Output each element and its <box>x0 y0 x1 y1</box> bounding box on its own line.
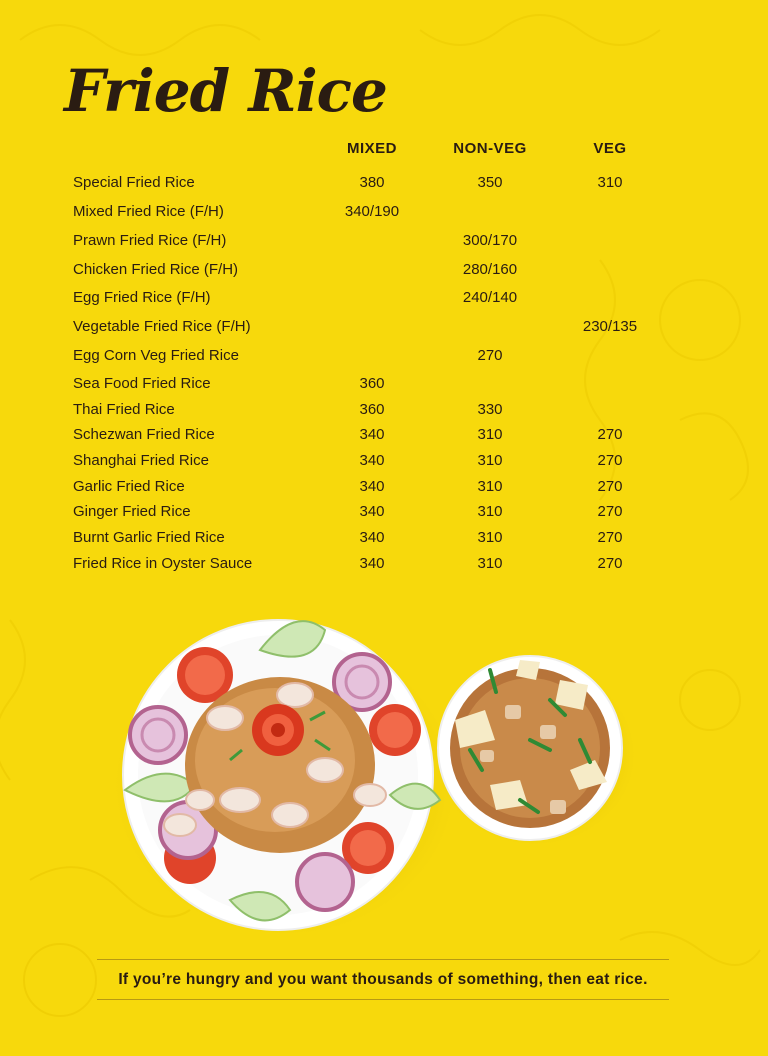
food-photo <box>110 600 650 940</box>
item-name: Thai Fried Rice <box>73 401 175 418</box>
item-name: Ginger Fried Rice <box>73 503 191 520</box>
price-mixed: 340 <box>359 426 385 443</box>
menu-item <box>0 174 768 198</box>
price-mixed: 340 <box>359 529 385 546</box>
divider-bottom <box>97 999 669 1000</box>
price-nonveg: 240/140 <box>462 289 518 306</box>
small-bowl <box>435 656 635 845</box>
price-nonveg: 310 <box>477 503 503 520</box>
footer-quote: If you’re hungry and you want thousands of something, then eat rice. <box>118 971 648 988</box>
item-name: Egg Fried Rice (F/H) <box>73 289 211 306</box>
menu-item <box>0 347 768 371</box>
item-name: Fried Rice in Oyster Sauce <box>73 555 253 572</box>
menu-item <box>0 452 768 476</box>
price-veg: 270 <box>597 555 623 572</box>
price-mixed: 340 <box>359 503 385 520</box>
price-nonveg: 280/160 <box>462 261 518 278</box>
menu-item <box>0 478 768 502</box>
price-mixed: 340/190 <box>344 203 400 220</box>
price-veg: 230/135 <box>582 318 638 335</box>
menu-item <box>0 555 768 579</box>
item-name: Vegetable Fried Rice (F/H) <box>73 318 251 335</box>
price-mixed: 340 <box>359 555 385 572</box>
menu-item <box>0 289 768 313</box>
menu-item <box>0 375 768 399</box>
price-nonveg: 300/170 <box>462 232 518 249</box>
price-nonveg: 310 <box>477 529 503 546</box>
column-header-veg: VEG <box>593 140 627 157</box>
large-plate <box>115 620 455 935</box>
item-name: Egg Corn Veg Fried Rice <box>73 347 239 364</box>
menu-item <box>0 232 768 256</box>
price-nonveg: 350 <box>477 174 503 191</box>
price-mixed: 380 <box>359 174 385 191</box>
price-mixed: 360 <box>359 401 385 418</box>
price-veg: 270 <box>597 529 623 546</box>
item-name: Schezwan Fried Rice <box>73 426 215 443</box>
price-nonveg: 310 <box>477 452 503 469</box>
item-name: Burnt Garlic Fried Rice <box>73 529 225 546</box>
price-mixed: 340 <box>359 452 385 469</box>
price-veg: 270 <box>597 452 623 469</box>
item-name: Sea Food Fried Rice <box>73 375 211 392</box>
column-header-mixed: MIXED <box>346 140 397 157</box>
divider-top <box>97 959 669 960</box>
price-veg: 270 <box>597 503 623 520</box>
item-name: Chicken Fried Rice (F/H) <box>73 261 239 278</box>
price-nonveg: 310 <box>477 426 503 443</box>
price-mixed: 340 <box>359 478 385 495</box>
item-name: Special Fried Rice <box>73 174 195 191</box>
column-header-nonveg: NON-VEG <box>453 140 527 157</box>
price-veg: 270 <box>597 426 623 443</box>
price-mixed: 360 <box>359 375 385 392</box>
price-nonveg: 310 <box>477 555 503 572</box>
price-veg: 310 <box>597 174 623 191</box>
menu-item <box>0 318 768 342</box>
price-nonveg: 330 <box>477 401 503 418</box>
item-name: Prawn Fried Rice (F/H) <box>73 232 227 249</box>
menu-item <box>0 529 768 553</box>
price-veg: 270 <box>597 478 623 495</box>
menu-item <box>0 426 768 450</box>
item-name: Shanghai Fried Rice <box>73 452 209 469</box>
price-nonveg: 270 <box>477 347 503 364</box>
item-name: Mixed Fried Rice (F/H) <box>73 203 224 220</box>
price-nonveg: 310 <box>477 478 503 495</box>
item-name: Garlic Fried Rice <box>73 478 185 495</box>
page-title: Fried Rice <box>64 57 387 125</box>
menu-item <box>0 401 768 425</box>
menu-item <box>0 261 768 285</box>
menu-item <box>0 203 768 227</box>
menu-item <box>0 503 768 527</box>
